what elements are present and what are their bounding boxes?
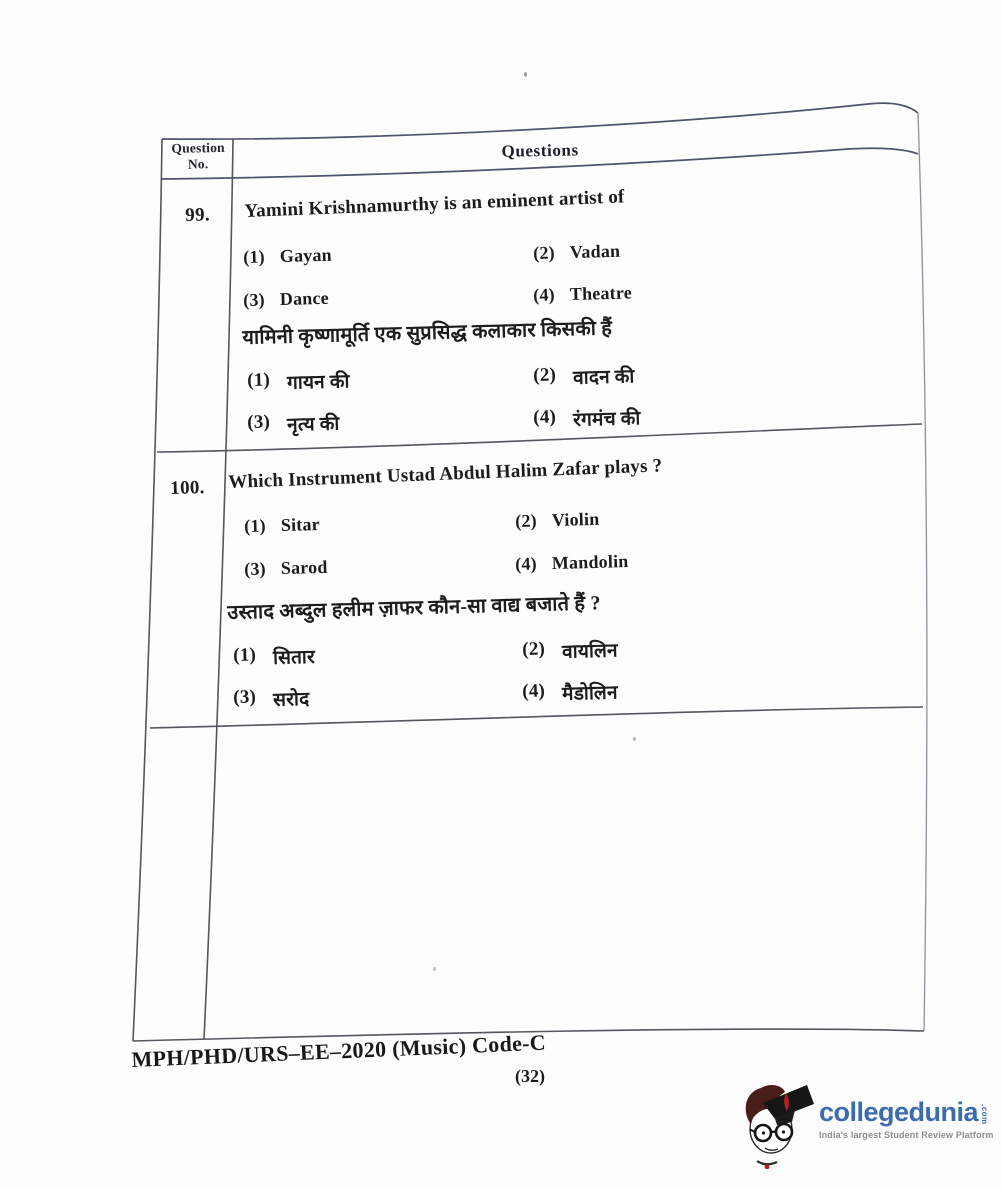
question-text-hindi: यामिनी कृष्णामूर्ति एक सुप्रसिद्ध कलाकार किसकी हैं: [242, 317, 613, 349]
option-number: (2): [533, 242, 556, 263]
option-number: (3): [247, 411, 271, 433]
option-label: Sitar: [280, 514, 321, 536]
option-hindi: [522, 679, 618, 707]
option-label: गायन की: [286, 371, 350, 394]
option-english: [515, 551, 629, 575]
collegedunia-logo: [737, 1077, 995, 1173]
option-number: (2): [522, 638, 546, 660]
brand-tagline: India's largest Student Review Platform: [819, 1130, 994, 1140]
option-english: [243, 288, 329, 311]
option-label: Dance: [279, 287, 330, 310]
header-question-no-line1: Question: [171, 139, 225, 156]
option-label: सरोद: [272, 689, 310, 711]
option-label: Sarod: [280, 556, 328, 579]
option-number: (4): [515, 553, 538, 574]
option-label: Theatre: [569, 282, 633, 305]
option-number: (1): [243, 246, 266, 267]
option-label: Gayan: [279, 244, 333, 267]
option-number: (1): [233, 644, 257, 666]
footer-page-number: (32): [515, 1066, 545, 1086]
option-label: वायलिन: [561, 640, 619, 663]
option-hindi: [247, 410, 340, 438]
option-hindi: [533, 404, 641, 433]
option-english: [244, 557, 328, 580]
option-hindi: [247, 367, 350, 396]
option-hindi: [233, 685, 310, 713]
option-hindi: [233, 643, 315, 671]
question-text-english: Which Instrument Ustad Abdul Halim Zafar plays ?: [228, 455, 663, 493]
brand-text: collegedunia: [819, 1097, 979, 1127]
option-english: [515, 509, 600, 532]
option-number: (1): [244, 515, 267, 536]
option-hindi: [533, 362, 635, 391]
question-text-hindi: उस्ताद अब्दुल हलीम ज़ाफर कौन-सा वाद्य बजाते हैं ?: [227, 592, 601, 624]
option-label: मैडोलिन: [561, 682, 618, 705]
option-label: रंगमंच की: [572, 408, 641, 431]
scan-speck: [524, 72, 527, 77]
option-label: नृत्य की: [286, 413, 340, 436]
option-label: सितार: [272, 646, 316, 669]
option-number: (4): [533, 284, 556, 305]
brand-domain: .com: [980, 1104, 990, 1125]
option-label: Mandolin: [551, 551, 629, 574]
option-number: (4): [522, 680, 546, 702]
collegedunia-mascot-icon: [737, 1077, 817, 1169]
option-number: (3): [244, 558, 267, 579]
option-english: [533, 241, 620, 264]
option-label: Violin: [551, 508, 600, 531]
option-english: [533, 282, 632, 306]
option-number: (2): [515, 510, 538, 531]
header-questions: Questions: [501, 140, 579, 161]
footer-exam-code: MPH/PHD/URS–EE–2020 (Music) Code-C: [131, 1029, 547, 1072]
question-number: 99.: [185, 204, 211, 226]
scan-speck: [633, 737, 636, 741]
header-question-no-line2: No.: [187, 156, 209, 172]
option-number: (4): [533, 406, 557, 428]
option-number: (3): [233, 686, 257, 708]
option-number: (3): [243, 289, 266, 310]
option-number: (2): [533, 364, 557, 386]
question-text-english: Yamini Krishnamurthy is an eminent artist of: [244, 186, 625, 222]
option-english: [243, 245, 332, 268]
question-number: 100.: [170, 477, 205, 499]
option-english: [244, 514, 320, 537]
option-hindi: [522, 637, 618, 665]
option-number: (1): [247, 369, 271, 391]
option-label: Vadan: [569, 240, 621, 263]
scan-speck: [433, 967, 436, 971]
option-label: वादन की: [572, 366, 635, 389]
